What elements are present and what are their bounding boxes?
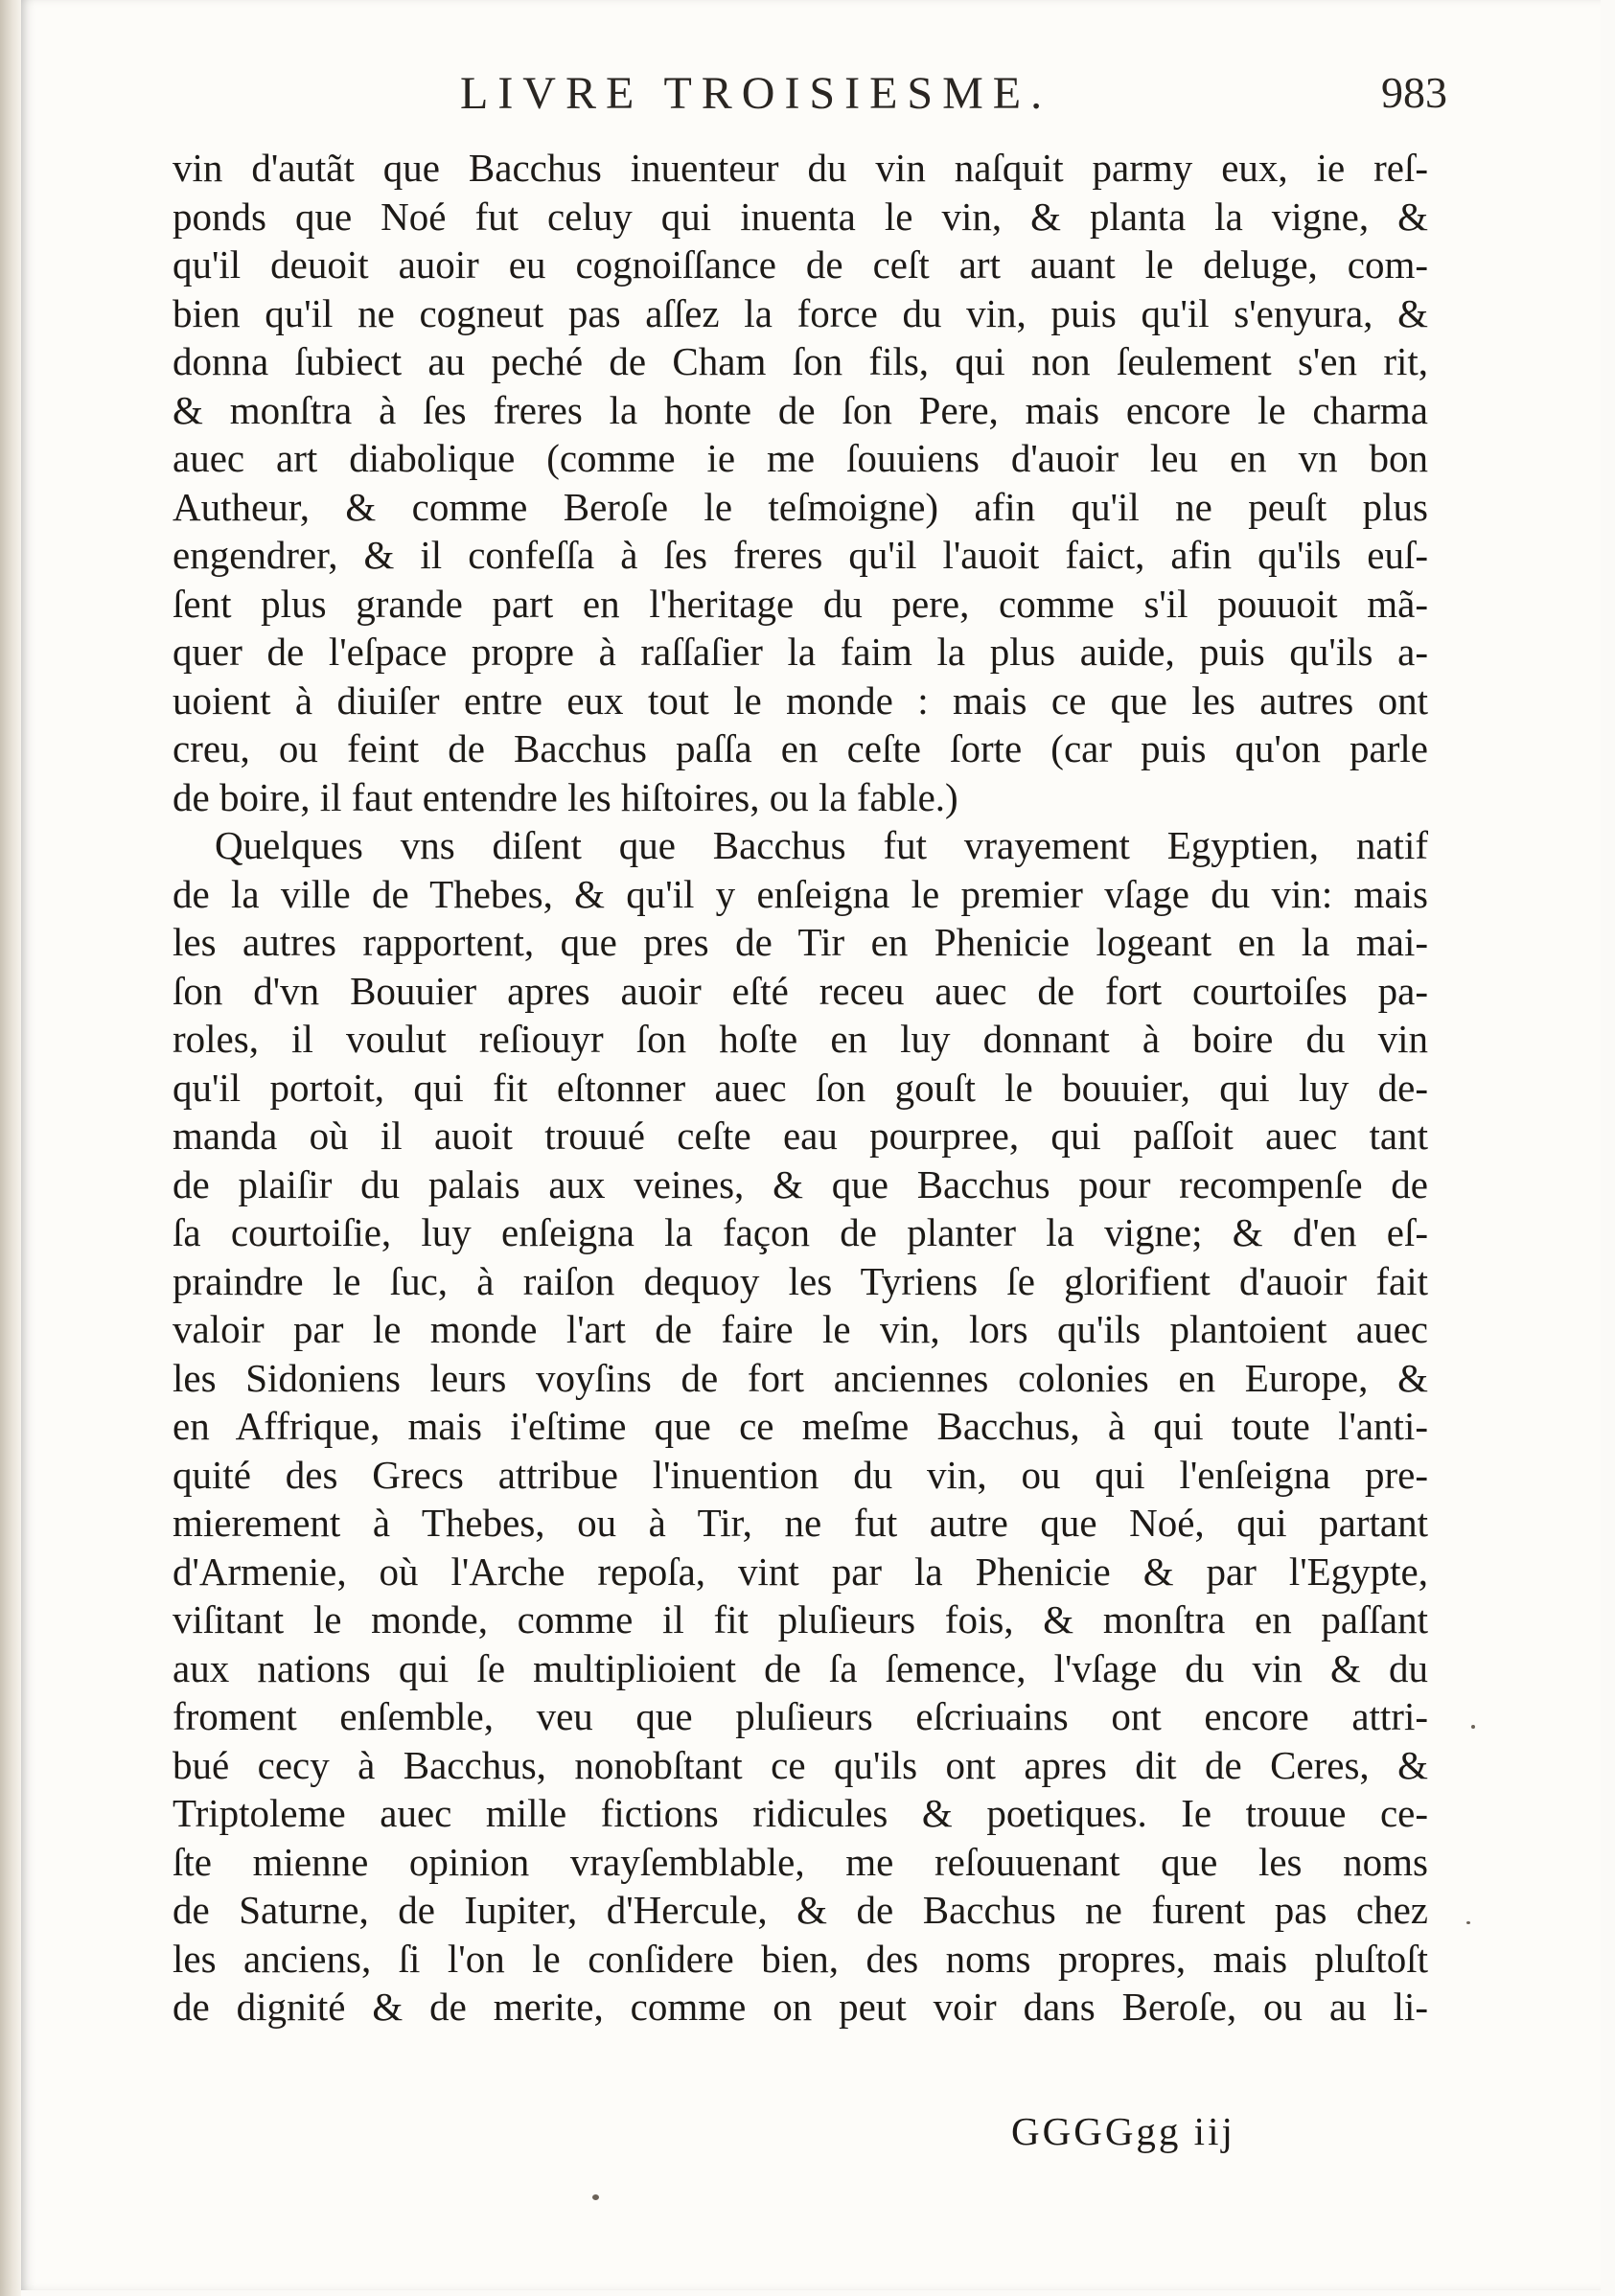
running-title: LIVRE TROISIESME. [460,68,1052,119]
text-line: auec art diabolique (comme ie me ſouuiens d'auoir leu en vn bon [173,436,1428,480]
text-line: engendrer, & il confeſſa à ſes freres qu'il l'auoit faict, afin qu'ils euſ- [173,533,1428,577]
ink-speck [1466,1921,1470,1924]
text-line: roles, il voulut reſiouyr ſon hoſte en luy donnant à boire du vin [173,1017,1428,1061]
text-line: valoir par le monde l'art de faire le vin, lors qu'ils plantoient auec [173,1307,1428,1351]
text-line: viſitant le monde, comme il fit pluſieurs fois, & monſtra en paſſant [173,1597,1428,1642]
text-line: de dignité & de merite, comme on peut voir dans Beroſe, ou au li- [173,1985,1428,2029]
text-line: mierement à Thebes, ou à Tir, ne fut autre que Noé, qui partant [173,1501,1428,1545]
text-line: bien qu'il ne cogneut pas aſſez la force du vin, puis qu'il s'enyura, & [173,290,1428,335]
text-line: les anciens, ſi l'on le conſidere bien, des noms propres, mais pluſtoſt [173,1936,1428,1981]
text-line: ſte mienne opinion vrayſemblable, me reſouuenant que les noms [173,1839,1428,1884]
ink-speck [592,2194,599,2200]
text-line: de Saturne, de Iupiter, d'Hercule, & de Bacchus ne furent pas chez [173,1888,1428,1932]
text-line: aux nations qui ſe multiplioient de ſa ſemence, l'vſage du vin & du [173,1645,1428,1690]
text-line: en Affrique, mais i'eſtime que ce meſme Bacchus, à qui toute l'anti- [173,1404,1428,1448]
text-line: d'Armenie, où l'Arche repoſa, vint par la Phenicie & par l'Egypte, [173,1549,1428,1594]
text-line: les autres rapportent, que pres de Tir en Phenicie logeant en la mai- [173,920,1428,964]
text-line: ſent plus grande part en l'heritage du pere, comme s'il pouuoit mã- [173,581,1428,626]
text-line: uoient à diuiſer entre eux tout le monde : mais ce que les autres ont [173,677,1428,723]
text-line: creu, ou feint de Bacchus paſſa en ceſte ſorte (car puis qu'on parle [173,726,1428,770]
page-header [173,67,1447,134]
text-line: quité des Grecs attribue l'inuention du vin, ou qui l'enſeigna pre- [173,1452,1428,1497]
text-line: Quelques vns diſent que Bacchus fut vrayement Egyptien, natif [215,823,1428,867]
text-line: manda où il auoit trouué ceſte eau pourpree, qui paſſoit auec tant [173,1114,1428,1158]
text-line: Triptoleme auec mille fictions ridicules & poetiques. Ie trouue ce- [173,1791,1428,1835]
text-line: de boire, il faut entendre les hiſtoires, ou la fable.) [173,774,958,819]
text-line: donna ſubiect au peché de Cham ſon fils, qui non ſeulement s'en rit, [173,339,1428,383]
text-line: les Sidoniens leurs voyſins de fort anciennes colonies en Europe, & [173,1355,1428,1400]
text-line: Autheur, & comme Beroſe le teſmoigne) afin qu'il ne peuſt plus [173,484,1428,529]
ink-speck [1471,1725,1475,1729]
text-line: ſa courtoiſie, luy enſeigna la façon de planter la vigne; & d'en eſ- [173,1210,1428,1254]
text-line: ſon d'vn Bouuier apres auoir eſté receu auec de fort courtoiſes pa- [173,968,1428,1013]
text-line: ponds que Noé fut celuy qui inuenta le vin, & planta la vigne, & [173,194,1428,239]
text-line: de la ville de Thebes, & qu'il y enſeigna le premier vſage du vin: mais [173,871,1428,916]
text-line: qu'il portoit, qui fit eſtonner auec ſon gouſt le bouuier, qui luy de- [173,1065,1428,1110]
text-line: & monſtra à ſes freres la honte de ſon Pere, mais encore le charma [173,387,1428,432]
signature-mark: GGGGgg iij [1011,2109,1235,2153]
text-line: de plaiſir du palais aux veines, & que Bacchus pour recompenſe de [173,1161,1428,1206]
body-text [173,144,1428,2032]
text-line: froment enſemble, veu que pluſieurs eſcriuains ont encore attri- [173,1694,1428,1738]
text-line: quer de l'eſpace propre à raſſaſier la faim la plus auide, puis qu'ils a- [173,630,1428,674]
text-line: qu'il deuoit auoir eu cognoiſſance de ceſt art auant le deluge, com- [173,242,1428,287]
text-line: bué cecy à Bacchus, nonobſtant ce qu'ils ont apres dit de Ceres, & [173,1742,1428,1787]
page-binding-edge [0,0,21,2296]
page-number: 983 [1381,68,1447,117]
text-line: praindre le ſuc, à raiſon dequoy les Tyriens ſe glorifient d'auoir fait [173,1258,1428,1303]
text-line: vin d'autãt que Bacchus inuenteur du vin naſquit parmy eux, ie reſ- [173,146,1428,190]
